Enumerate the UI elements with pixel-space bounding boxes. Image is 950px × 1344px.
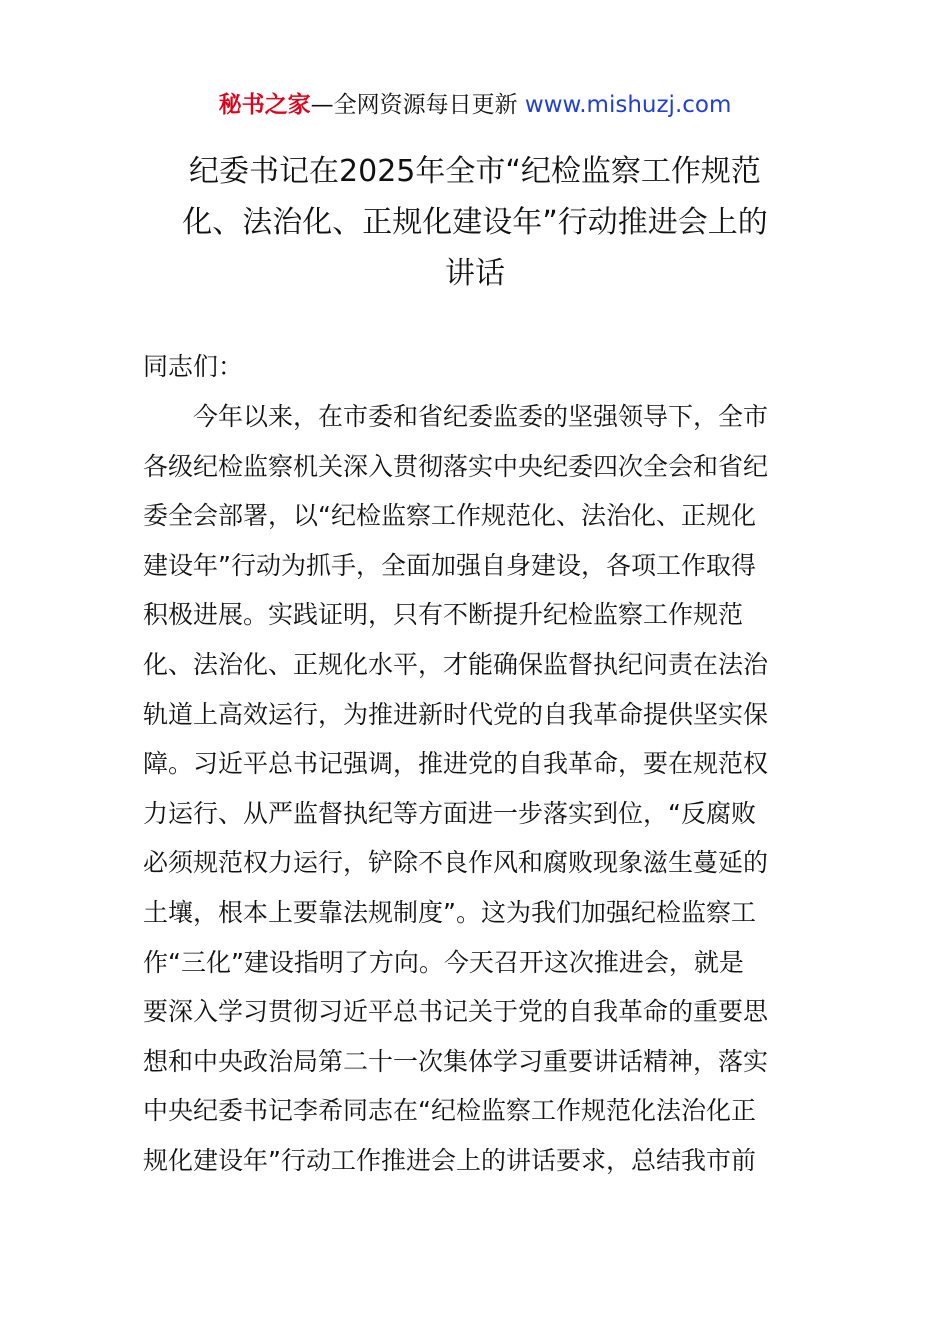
- site-url-link[interactable]: www.mishuzj.com: [524, 92, 732, 118]
- site-brand: 秘书之家: [218, 92, 311, 118]
- body-line: 积极进展。实践证明，只有不断提升纪检监察工作规范: [143, 600, 744, 630]
- body-line: 今年以来，在市委和省纪委监委的坚强领导下，全市: [143, 402, 769, 431]
- title-line: 讲话: [445, 256, 505, 291]
- body-line: 化、法治化、正规化水平，才能确保监督执纪问责在法治: [143, 649, 769, 679]
- body-paragraph: [143, 392, 813, 1186]
- body-line: 障。习近平总书记强调，推进党的自我革命，要在规范权: [143, 749, 769, 779]
- salutation: 同志们：: [143, 352, 244, 381]
- site-header: [0, 88, 950, 122]
- body-line: 想和中央政治局第二十一次集体学习重要讲话精神，落实: [143, 1046, 769, 1076]
- body-line: 规化建设年”行动工作推进会上的讲话要求，总结我市前: [143, 1145, 756, 1175]
- body-line: 作“三化”建设指明了方向。今天召开这次推进会，就是: [143, 947, 744, 977]
- body-line: 委全会部署，以“纪检监察工作规范化、法治化、正规化: [143, 501, 756, 531]
- body-line: 要深入学习贯彻习近平总书记关于党的自我革命的重要思: [143, 997, 769, 1027]
- document-title: [140, 146, 810, 299]
- body-line: 建设年”行动为抓手，全面加强自身建设，各项工作取得: [143, 550, 756, 580]
- body-line: 各级纪检监察机关深入贯彻落实中央纪委四次全会和省纪: [143, 451, 769, 481]
- title-line: 纪委书记在2025年全市“纪检监察工作规范: [189, 154, 761, 189]
- body-line: 力运行、从严监督执纪等方面进一步落实到位，“反腐败: [143, 798, 756, 828]
- body-line: 中央纪委书记李希同志在“纪检监察工作规范化法治化正: [143, 1096, 756, 1126]
- title-line: 化、法治化、正规化建设年”行动推进会上的: [182, 205, 768, 240]
- body-line: 必须规范权力运行，铲除不良作风和腐败现象滋生蔓延的: [143, 848, 769, 878]
- body-line: 土壤，根本上要靠法规制度”。这为我们加强纪检监察工: [143, 897, 756, 927]
- body-line: 轨道上高效运行，为推进新时代党的自我革命提供坚实保: [143, 699, 769, 729]
- site-tagline: —全网资源每日更新: [310, 92, 525, 118]
